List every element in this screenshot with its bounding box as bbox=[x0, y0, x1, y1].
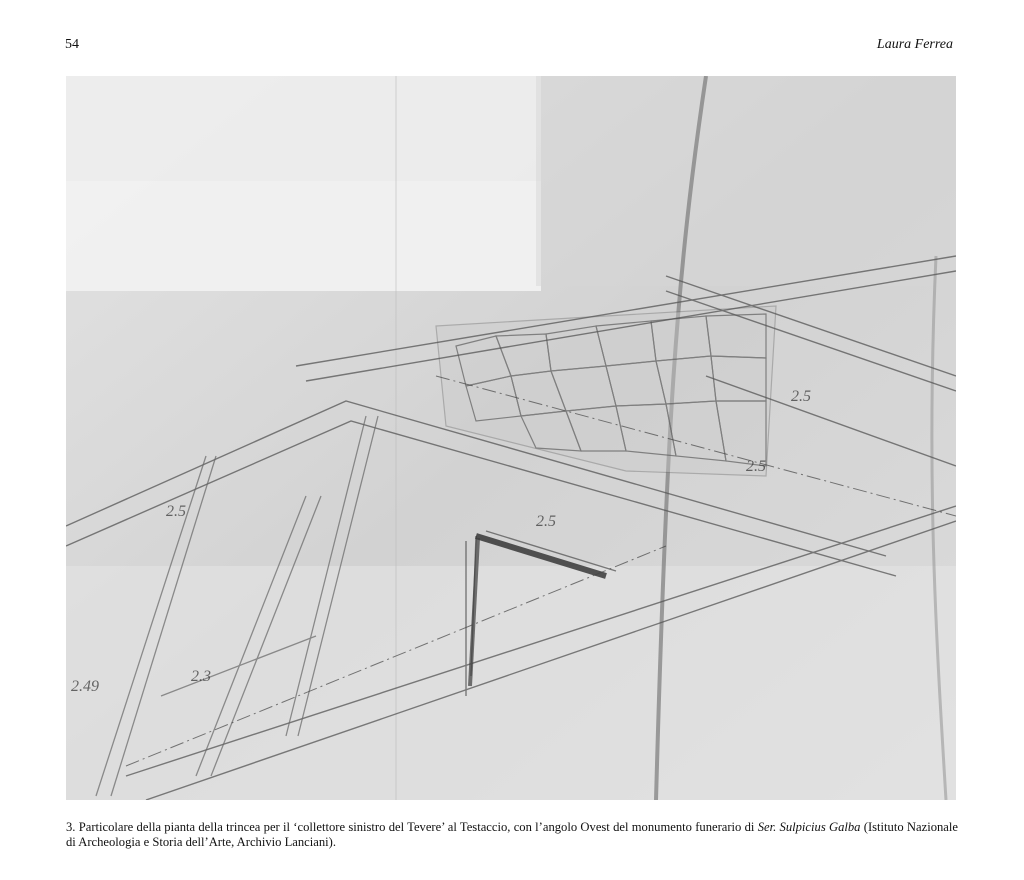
page-number: 54 bbox=[65, 37, 79, 52]
plan-drawing-photo bbox=[66, 76, 956, 800]
annotation-2-49: 2.49 bbox=[71, 678, 99, 695]
annotation-2-5-a: 2.5 bbox=[536, 513, 556, 530]
caption-text-end: (Istituto Nazionale di Archeologia e Storia dell’Arte, Archivio Lanciani). bbox=[66, 820, 958, 849]
caption-text-start: 3. Particolare della pianta della trincea per il ‘collettore sinistro del Tevere’ al Testaccio, con l’angolo Ovest del monumento funerario di bbox=[66, 820, 758, 834]
annotation-2-5-d: 2.5 bbox=[166, 503, 186, 520]
caption-italic-name: Ser. Sulpicius Galba bbox=[757, 820, 861, 834]
figure-caption bbox=[66, 820, 958, 850]
annotation-2-5-c: 2.5 bbox=[791, 388, 811, 405]
running-head-author: Laura Ferrea bbox=[876, 37, 953, 52]
annotation-2-5-b: 2.5 bbox=[746, 458, 766, 475]
annotation-2-3: 2.3 bbox=[191, 668, 211, 685]
figure-plan-drawing bbox=[66, 76, 956, 800]
